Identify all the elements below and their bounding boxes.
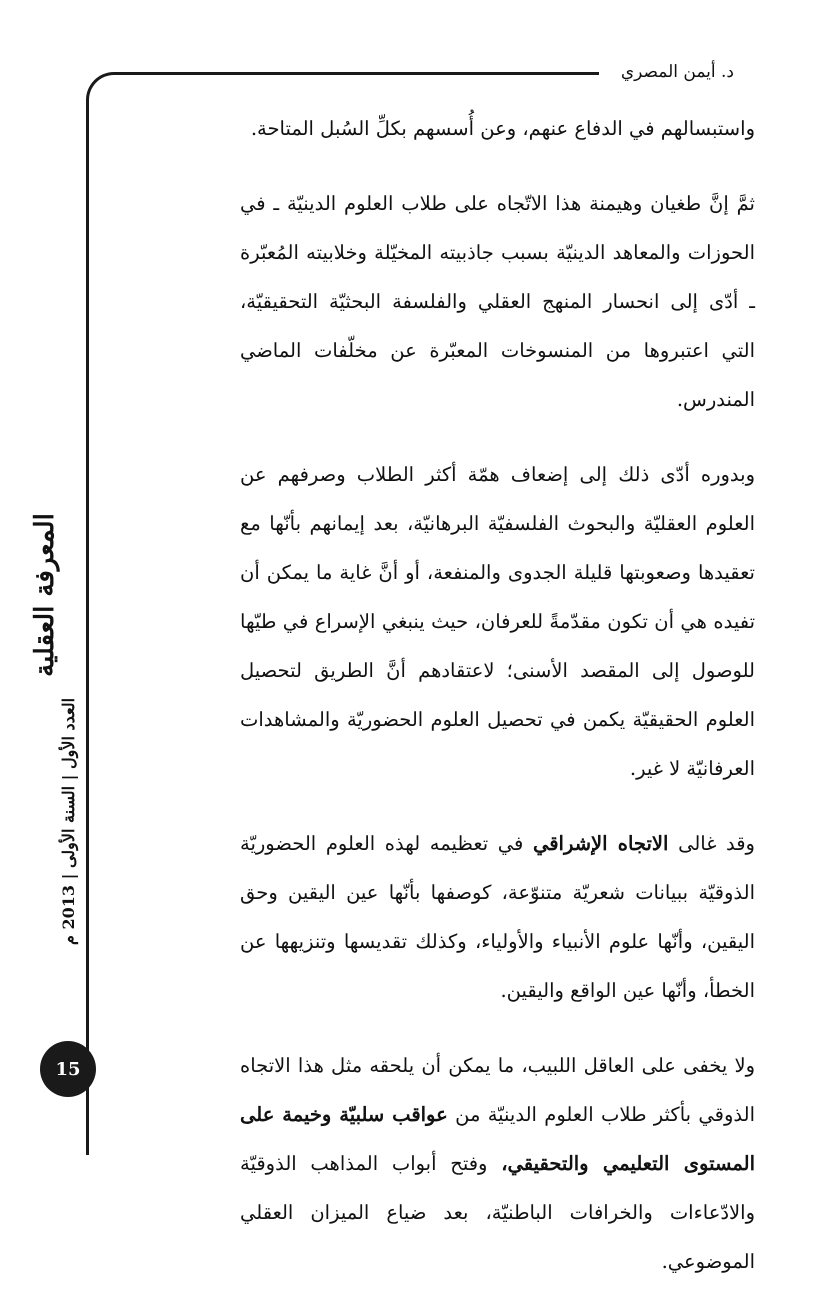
paragraph-text: في تعظيمه لهذه العلوم الحضوريّة الذوقيّة ببيانات شعريّة متنوّعة، كوصفها بأنّها عين اليقين وحق اليقين، وأنّها علوم الأنبياء والأولياء، وكذلك تقديسها وتنزيهها عن الخطأ، وأنّها عين الواقع واليقين.: [240, 832, 755, 1002]
issue-info: العدد الأول | السنة الأولى | 2013 م: [59, 697, 78, 945]
journal-logo: [24, 513, 66, 677]
paragraph: وبدوره أدّى ذلك إلى إضعاف همّة أكثر الطلاب وصرفهم عن العلوم العقليّة والبحوث الفلسفيّة البرهانيّة، بعد إيمانهم بأنّها مع تعقيدها وصعوبتها قليلة الجدوى والمنفعة، أو أنَّ غاية ما يمكن أن تفيده هي أن تكون مقدّمةً للعرفان، حيث ينبغي الإسراع في طيّها للوصول إلى المقصد الأسنى؛ لاعتقادهم أنَّ الطريق لتحصيل العلوم الحقيقيّة يكمن في تحصيل العلوم الحضوريّة والمشاهدات العرفانيّة لا غير.: [240, 463, 755, 780]
page-number: 15: [40, 1041, 96, 1097]
journal-logo-text: المعرفة العقلية: [30, 513, 60, 677]
bold-phrase: الاتجاه الإشراقي: [532, 832, 669, 855]
article-body: [240, 104, 755, 1312]
paragraph-text: وفتح أبواب المذاهب الذوقيّة والادّعاءات والخرافات الباطنيّة، بعد ضياع الميزان العقلي الموضوعي.: [240, 1152, 755, 1273]
bold-phrase: عواقب سلبيّة وخيمة على المستوى التعليمي والتحقيقي،: [240, 1103, 755, 1175]
author-name: د. أيمن المصري: [620, 62, 734, 82]
paragraph-text: وقد غالى: [668, 832, 755, 855]
paragraph: ثمَّ إنَّ طغيان وهيمنة هذا الاتّجاه على طلاب العلوم الدينيّة ـ في الحوزات والمعاهد الدينيّة بسبب جاذبيته المخيّلة وخلابيته المُعبّرة ـ أدّى إلى انحسار المنهج العقلي والفلسفة البحثيّة التحقيقيّة، التي اعتبروها من المنسوخات المعبّرة عن مخلّفات الماضي المندرس.: [240, 192, 755, 411]
paragraph: [240, 819, 755, 1015]
paragraph-text: ولا يخفى على العاقل اللبيب، ما يمكن أن يلحقه مثل هذا الاتجاه الذوقي بأكثر طلاب العلوم الدينيّة من: [240, 1054, 755, 1126]
paragraph: [240, 1041, 755, 1286]
paragraph: واستبسالهم في الدفاع عنهم، وعن أُسسهم بكلِّ السُبل المتاحة.: [250, 117, 755, 140]
